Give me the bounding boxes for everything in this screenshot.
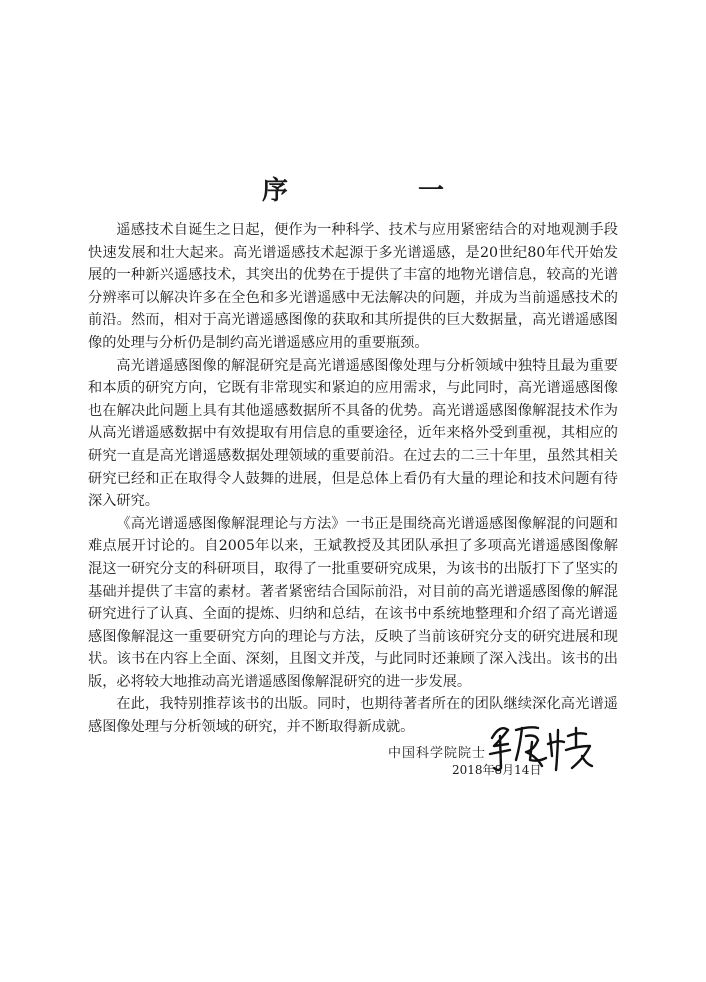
paragraph-4: 在此，我特别推荐该书的出版。同时，也期待著者所在的团队继续深化高光谱遥感图像处理与分析领域的研究，并不断取得新成就。 (88, 696, 618, 736)
paragraph-1: 遥感技术自诞生之日起，便作为一种科学、技术与应用紧密结合的对地观测手段快速发展和壮大起来。高光谱遥感技术起源于多光谱遥感，是20世纪80年代开始发展的一种新兴遥感技术，其突出的优势在于提供了丰富的地物光谱信息，较高的光谱分辨率可以解决许多在全色和多光谱遥感中无法解决的问题，并成为当前遥感技术的前沿。然而，相对于高光谱遥感图像的获取和其所提供的巨大数据量，高光谱遥感图像的处理与分析仍是制约高光谱遥感应用的重要瓶颈。 (88, 222, 618, 351)
signature-date: 2018年8月14日 (452, 763, 542, 777)
page-title: 序 一 (261, 176, 496, 206)
foreword-body (88, 219, 618, 739)
paragraph-3: 《高光谱遥感图像解混理论与方法》一书正是围绕高光谱遥感图像解混的问题和难点展开讨论的。自2005年以来，王斌教授及其团队承担了多项高光谱遥感图像解混这一研究分支的科研项目，取得了一批重要研究成果，为该书的出版打下了坚实的基础并提供了丰富的素材。著者紧密结合国际前沿，对目前的高光谱遥感图像的解混研究进行了认真、全面的提炼、归纳和总结，在该书中系统地整理和介绍了高光谱遥感图像解混这一重要研究方向的理论与方法，反映了当前该研究分支的研究进展和现状。该书在内容上全面、深刻，且图文并茂，与此同时还兼顾了深入浅出。该书的出版，必将较大地推动高光谱遥感图像解混研究的进一步发展。 (88, 515, 618, 690)
paragraph-2: 高光谱遥感图像的解混研究是高光谱遥感图像处理与分析领域中独特且最为重要和本质的研究方向，它既有非常现实和紧迫的应用需求，与此同时，高光谱遥感图像也在解决此问题上具有其他遥感数据所不具备的优势。高光谱遥感图像解混技术作为从高光谱遥感数据中有效提取有用信息的重要途径，近年来格外受到重视，其相应的研究一直是高光谱遥感数据处理领域的重要前沿。在过去的二三十年里，虽然其相关研究已经和正在取得令人鼓舞的进展，但是总体上看仍有大量的理论和技术问题有待深入研究。 (88, 357, 618, 510)
signer-affiliation: 中国科学院院士 (388, 746, 487, 761)
